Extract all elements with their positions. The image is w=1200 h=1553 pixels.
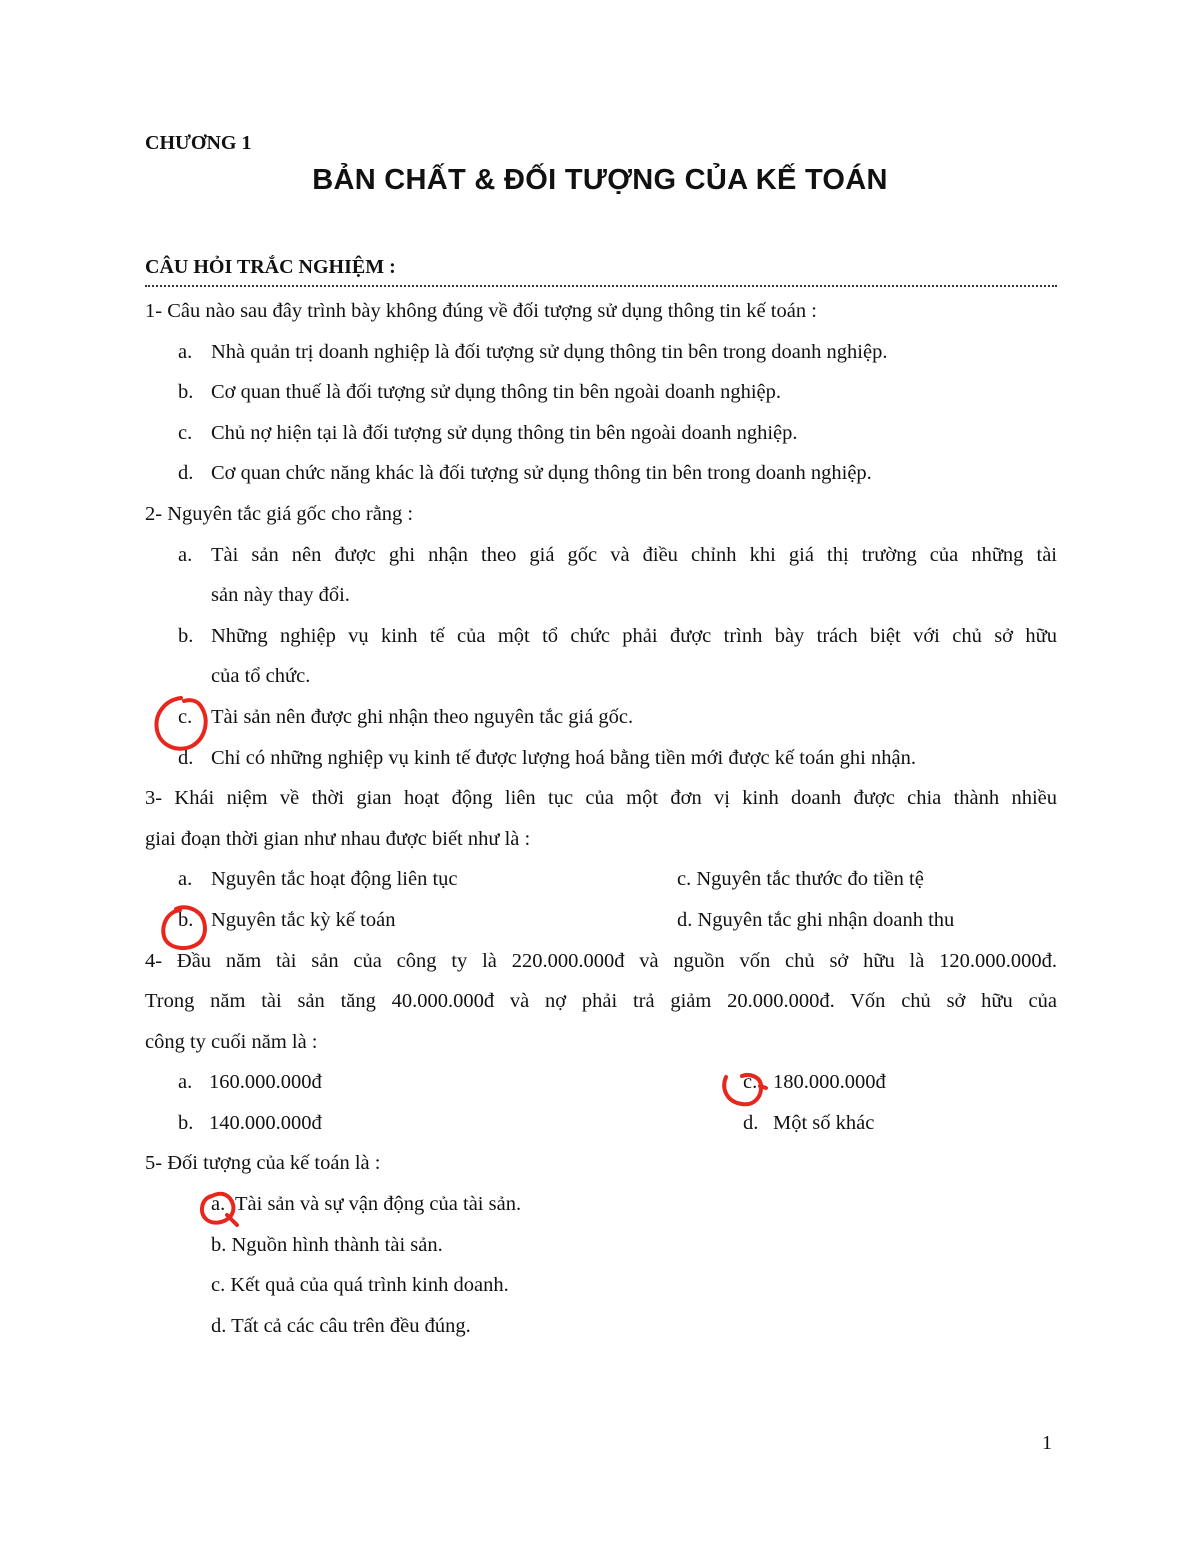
- section-heading: CÂU HỎI TRẮC NGHIỆM :: [145, 256, 396, 278]
- question-4-stem: 4- Đầu năm tài sản của công ty là 220.000.000đ và nguồn vốn chủ sở hữu là 120.000.000đ.: [145, 950, 1057, 972]
- question-4-stem-cont: Trong năm tài sản tăng 40.000.000đ và nợ phải trả giảm 20.000.000đ. Vốn chủ sở hữu của: [145, 990, 1057, 1012]
- chapter-heading: CHƯƠNG 1: [145, 132, 252, 154]
- q5-option-a-text: Tài sản và sự vận động của tài sản.: [235, 1193, 522, 1215]
- q2-option-d-label: d.: [178, 747, 194, 769]
- q1-option-a-label: a.: [178, 341, 193, 363]
- q4-option-b-label: b.: [178, 1112, 194, 1134]
- question-3-stem: 3- Khái niệm về thời gian hoạt động liên tục của một đơn vị kinh doanh được chia thành nhiều: [145, 787, 1057, 809]
- q2-option-d-text: Chỉ có những nghiệp vụ kinh tế được lượng hoá bằng tiền mới được kế toán ghi nhận.: [211, 747, 916, 769]
- q1-option-b-text: Cơ quan thuế là đối tượng sử dụng thông tin bên ngoài doanh nghiệp.: [211, 381, 782, 403]
- q4-option-c-label: c.: [743, 1071, 758, 1093]
- page-title: BẢN CHẤT & ĐỐI TƯỢNG CỦA KẾ TOÁN: [312, 164, 888, 196]
- q4-option-a-label: a.: [178, 1071, 193, 1093]
- q2-option-a-label: a.: [178, 544, 193, 566]
- q5-option-d-text: d. Tất cả các câu trên đều đúng.: [211, 1315, 471, 1337]
- q2-option-a-text: Tài sản nên được ghi nhận theo giá gốc và điều chỉnh khi giá thị trường của những tài: [211, 544, 1057, 566]
- q5-option-a-label: a.: [211, 1193, 226, 1215]
- q1-option-a-text: Nhà quản trị doanh nghiệp là đối tượng sử dụng thông tin bên trong doanh nghiệp.: [211, 341, 888, 363]
- q3-option-d-text: d. Nguyên tắc ghi nhận doanh thu: [677, 909, 955, 931]
- dotted-divider: [145, 285, 1057, 287]
- q3-option-a-text: Nguyên tắc hoạt động liên tục: [211, 868, 458, 890]
- q4-option-d-text: Một số khác: [773, 1112, 875, 1134]
- question-4-stem-end: công ty cuối năm là :: [145, 1031, 318, 1053]
- q5-option-c-text: c. Kết quả của quá trình kinh doanh.: [211, 1274, 509, 1296]
- question-2-stem: 2- Nguyên tắc giá gốc cho rằng :: [145, 503, 414, 525]
- q1-option-d-text: Cơ quan chức năng khác là đối tượng sử dụng thông tin bên trong doanh nghiệp.: [211, 462, 872, 484]
- q2-option-b-text: Những nghiệp vụ kinh tế của một tổ chức phải được trình bày trách biệt với chủ sở hữu: [211, 625, 1057, 647]
- question-1-stem: 1- Câu nào sau đây trình bày không đúng về đối tượng sử dụng thông tin kế toán :: [145, 300, 817, 322]
- q1-option-b-label: b.: [178, 381, 194, 403]
- q1-option-c-text: Chủ nợ hiện tại là đối tượng sử dụng thông tin bên ngoài doanh nghiệp.: [211, 422, 798, 444]
- q4-option-a-text: 160.000.000đ: [209, 1071, 322, 1093]
- page-number: 1: [1042, 1432, 1052, 1454]
- q2-option-a-text-cont: sản này thay đổi.: [211, 584, 350, 606]
- question-3-stem-cont: giai đoạn thời gian như nhau được biết như là :: [145, 828, 531, 850]
- q2-option-b-text-cont: của tổ chức.: [211, 665, 311, 687]
- q2-option-c-label: c.: [178, 706, 193, 728]
- q5-option-b-text: b. Nguồn hình thành tài sản.: [211, 1234, 443, 1256]
- q1-option-d-label: d.: [178, 462, 194, 484]
- q3-option-c-text: c. Nguyên tắc thước đo tiền tệ: [677, 868, 924, 890]
- q3-option-b-label: b.: [178, 909, 194, 931]
- q4-option-b-text: 140.000.000đ: [209, 1112, 322, 1134]
- question-5-stem: 5- Đối tượng của kế toán là :: [145, 1152, 381, 1174]
- q1-option-c-label: c.: [178, 422, 193, 444]
- q3-option-a-label: a.: [178, 868, 193, 890]
- q2-option-c-text: Tài sản nên được ghi nhận theo nguyên tắc giá gốc.: [211, 706, 634, 728]
- q4-option-d-label: d.: [743, 1112, 759, 1134]
- q3-option-b-text: Nguyên tắc kỳ kế toán: [211, 909, 396, 931]
- q2-option-b-label: b.: [178, 625, 194, 647]
- q4-option-c-text: 180.000.000đ: [773, 1071, 886, 1093]
